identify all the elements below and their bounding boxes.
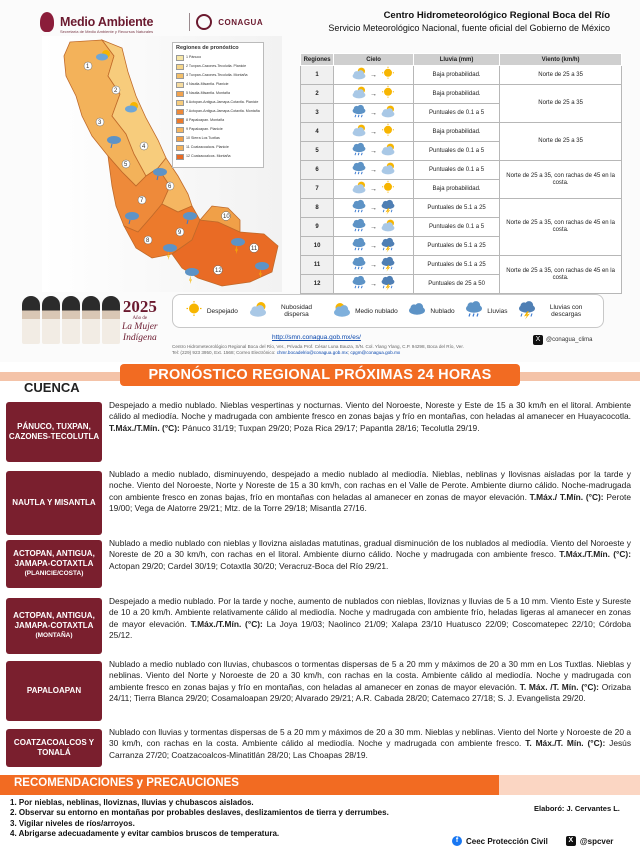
header-subtitle: Servicio Meteorológico Nacional, fuente oficial del Gobierno de México: [328, 23, 610, 33]
address-block: Centro Hidrometeorológico Regional Boca del Río, Ver., Privada Prof. César Luna Bauza, S/N. Col. Ylang Ylang, C.P. 94298, Boca del Río, Ver. Tel: (229) 923 3950, Ext. 1568; Correo Electrónico: chmr.bocadelrio@conagua.gob.mx; cpgm@conagua.gob.mx: [172, 344, 612, 356]
rain-cell: Baja probabilidad.: [413, 123, 499, 142]
legend-label: 4 Nautla-Misantla. Planicie: [186, 82, 229, 86]
region-forecast-text: [109, 469, 631, 514]
sky-legend-label: Lluvias: [487, 307, 508, 315]
region-number: 9: [301, 218, 334, 237]
svg-text:4: 4: [142, 144, 146, 150]
temps-label: T. Máx. /T. Mín. (°C):: [519, 681, 599, 692]
region-label-name: ACTOPAN, ANTIGUA, JAMAPA-COTAXTLA: [13, 611, 95, 630]
forecast-region-row: [6, 598, 634, 654]
region-forecast-text: [109, 659, 631, 704]
cloud-icon: [407, 300, 427, 322]
header-title: Centro Hidrometeorológico Regional Boca del Río: [383, 10, 610, 21]
year-line-1: La Mujer: [122, 322, 158, 332]
cloudy-sun-icon: [248, 300, 268, 322]
arrow-right-icon: →: [370, 90, 378, 98]
legend-swatch: [176, 82, 184, 88]
forecast-header-panel: [0, 0, 640, 362]
sky-legend-item: [332, 300, 398, 322]
storm-cloud-icon: [517, 300, 537, 322]
rain-cloud-icon: [351, 142, 367, 160]
map-legend-item: [176, 152, 260, 161]
map-legend-item: [176, 116, 260, 125]
contact-line: Tel: (229) 923 3950, Ext. 1568; Correo Electrónico:: [172, 350, 276, 355]
cloudy-sun-icon: [351, 180, 367, 198]
recommendation-item: 2. Observar su entorno en montañas por probables deslaves, deslizamientos de tierra y derrumbes.: [10, 808, 389, 818]
map-legend-item: [176, 89, 260, 98]
region-number: 2: [301, 85, 334, 104]
forecast-region-row: [6, 402, 634, 462]
region-label: [6, 729, 102, 767]
cuenca-heading: CUENCA: [24, 380, 80, 395]
year-line-2: Indígena: [122, 333, 157, 343]
svg-text:10: 10: [223, 214, 230, 220]
legend-label: 10 Sierra Los Tuxtlas: [186, 136, 220, 140]
col-header-lluvia: Lluvia (mm): [413, 54, 499, 66]
wind-cell: Norte de 25 a 35, con rachas de 45 en la costa.: [500, 256, 622, 294]
rain-cell: Puntuales de 0.1 a 5: [413, 218, 499, 237]
region-label-name: COATZACOALCOS Y TONALÁ: [13, 738, 95, 757]
semarnat-emblem-icon: [40, 12, 54, 32]
sky-cell: [334, 66, 414, 85]
legend-label: 3 Tuxpan-Cazones-Tecolutla. Montaña: [186, 73, 248, 77]
logo-conagua-text: CONAGUA: [218, 17, 264, 27]
legend-swatch: [176, 145, 184, 151]
region-forecast-text: [109, 400, 631, 434]
logo-medio-ambiente-text: Medio Ambiente: [60, 15, 154, 29]
legend-swatch: [176, 100, 184, 106]
forecast-table-row: [301, 161, 622, 180]
wind-cell: Norte de 25 a 35, con rachas de 45 en la costa.: [500, 199, 622, 256]
sky-cell: [334, 199, 414, 218]
legend-swatch: [176, 118, 184, 124]
rain-cell: Puntuales de 25 a 50: [413, 275, 499, 294]
region-label: [6, 540, 102, 588]
temps-label: T.Máx./T.Mín. (°C):: [109, 422, 180, 433]
legend-label: 9 Papaloapan. Planicie: [186, 127, 223, 131]
temps-label: T.Máx./T.Mín. (°C):: [559, 549, 632, 560]
wind-cell: Norte de 25 a 35: [500, 123, 622, 161]
forecast-table-row: [301, 85, 622, 104]
rain-cell: Puntuales de 0.1 a 5: [413, 104, 499, 123]
forecast-table-row: [301, 66, 622, 85]
forecast-table-row: [301, 256, 622, 275]
region-label-sub: (PLANICIE/COSTA): [24, 570, 84, 577]
region-label: [6, 661, 102, 721]
sky-cell: [334, 218, 414, 237]
temps-values: Actopan 29/20; Cardel 30/19; Cotaxtla 30/20; Veracruz-Boca del Río 29/21.: [109, 560, 389, 571]
svg-text:12: 12: [215, 268, 222, 274]
sky-cell: [334, 237, 414, 256]
sky-conditions-legend: [172, 294, 604, 328]
temps-values: Perote 19/00; Vega de Alatorre 29/21; Mtz. de la Torre 29/18; Misantla 27/16.: [109, 491, 631, 513]
storm-cloud-icon: [380, 199, 396, 217]
rain-cell: Puntuales de 5.1 a 25: [413, 237, 499, 256]
region-number: 5: [301, 142, 334, 161]
x-logo-icon: X: [533, 335, 543, 345]
region-label-name: PAPALOAPAN: [26, 686, 82, 695]
arrow-right-icon: →: [370, 261, 378, 269]
region-number: 8: [301, 199, 334, 218]
region-number: 11: [301, 256, 334, 275]
map-legend-item: [176, 143, 260, 152]
legend-swatch: [176, 73, 184, 79]
year-small: Año de: [132, 316, 148, 321]
map-legend-item: [176, 98, 260, 107]
year-number: 2025: [122, 297, 157, 316]
legend-swatch: [176, 64, 184, 70]
sky-cell: [334, 275, 414, 294]
svg-text:8: 8: [146, 238, 150, 244]
legend-label: 11 Coatzacoalcos. Planicie: [186, 145, 229, 149]
sun-icon: [184, 300, 204, 322]
region-forecast-text: [109, 596, 631, 641]
temps-label: T. Máx./T. Mín. (°C):: [525, 738, 606, 749]
sky-legend-label: Medio nublado: [355, 307, 398, 315]
recommendation-item: 3. Vigilar niveles de ríos/arroyos.: [10, 818, 135, 828]
legend-label: 8 Papaloapan. Montaña: [186, 118, 225, 122]
year-banner: [22, 296, 162, 346]
sky-cell: [334, 161, 414, 180]
rain-cloud-icon: [351, 161, 367, 179]
indigenous-women-illustration: [22, 296, 120, 344]
arrow-right-icon: →: [370, 185, 378, 193]
sky-cell: [334, 142, 414, 161]
wind-cell: Norte de 25 a 35: [500, 66, 622, 85]
rain-cloud-icon: [351, 275, 367, 293]
sun-icon: [380, 123, 396, 141]
svg-text:9: 9: [178, 230, 182, 236]
legend-label: 5 Nautla-Misantla. Montaña: [186, 91, 230, 95]
legend-swatch: [176, 136, 184, 142]
rain-cell: Puntuales de 5.1 a 25: [413, 199, 499, 218]
region-number: 12: [301, 275, 334, 294]
sun-icon: [380, 180, 396, 198]
arrow-right-icon: →: [370, 280, 378, 288]
region-forecast-body: Nublado a medio nublado, disminuyendo, despejado a medio nublado al mediodía. Nieblas, neblinas y llovisnas aisladas por la tarde y noche. Viento del Noroeste, Norte y Noreste de 15 a 30 km/h, con rachas en el Valle de Perote. Ambiente diurno cálido. Noche-madrugada con ambiente fresco en zonas bajas, frío en montañas con heladas al amanecer en zonas de mayor elevación.: [109, 469, 631, 502]
regional-forecast-table: [300, 53, 622, 294]
facebook-handle[interactable]: Ceec Protección Civil: [466, 836, 548, 846]
sky-cell: [334, 256, 414, 275]
rain-cloud-icon: [351, 237, 367, 255]
temps-values: Orizaba 24/11; Tierra Blanca 29/20; Cosamaloapan 29/20; Alvarado 29/21; A.R. Cabada 28/20; Catemaco 27/18; S. J. Evangelista 29/20.: [109, 681, 632, 703]
forecast-table-row: [301, 199, 622, 218]
sky-legend-item: [464, 300, 507, 322]
region-number: 6: [301, 161, 334, 180]
rain-cell: Puntuales de 0.1 a 5: [413, 161, 499, 180]
recommendation-item: 1. Por nieblas, neblinas, lloviznas, lluvias y chubascos aislados.: [10, 798, 254, 807]
storm-cloud-icon: [380, 237, 396, 255]
forecast-region-row: [6, 471, 634, 535]
sky-legend-label: Nublado: [430, 307, 455, 315]
map-legend: [172, 42, 264, 168]
sky-legend-item: [184, 300, 238, 322]
forecast-table-row: [301, 123, 622, 142]
arrow-right-icon: →: [370, 147, 378, 155]
map-legend-item: [176, 71, 260, 80]
region-forecast-text: [109, 727, 631, 761]
sky-cell: [334, 180, 414, 199]
rain-cell: Baja probabilidad.: [413, 66, 499, 85]
social-footer: [452, 836, 613, 846]
cloudy-sun-icon: [380, 104, 396, 122]
sky-legend-label: Despejado: [206, 307, 238, 315]
sky-cell: [334, 104, 414, 123]
region-forecast-body: Nublado a medio nublado con nieblas y llovizna aisladas matutinas, gradual disminución de los nublados al mediodía. Viento del Noroeste y Noreste de 20 a 30 km/h, con rachas en el litoral. Ambiente diurno cálido. Noche y madrugada con ambiente fresco.: [109, 538, 631, 560]
region-label: [6, 402, 102, 462]
region-forecast-body: Nublado con lluvias y tormentas dispersas de 5 a 20 mm y máximos de 20 a 30 mm. Nieblas y neblinas. Viento del Norte y Noroeste de 20 a 30 km/h, con rachas en la costa. Ambiente cálido al mediodía. Noche y madrugada con ambiente fresco.: [109, 727, 631, 749]
logo-medio-ambiente-subtext: Secretaría de Medio Ambiente y Recursos Naturales: [60, 29, 154, 34]
rain-cloud-icon: [351, 218, 367, 236]
email-link-2[interactable]: cpgm@conagua.gob.mx: [350, 350, 401, 355]
col-header-regiones: Regiones: [301, 54, 334, 66]
region-label-name: ACTOPAN, ANTIGUA, JAMAPA-COTAXTLA: [13, 549, 95, 568]
region-number: 3: [301, 104, 334, 123]
region-label-sub: (MONTAÑA): [35, 632, 73, 639]
rain-cell: Puntuales de 5.1 a 25: [413, 256, 499, 275]
forecast-region-row: [6, 540, 634, 588]
legend-swatch: [176, 154, 184, 160]
map-legend-item: [176, 107, 260, 116]
forecast-region-row: [6, 661, 634, 721]
region-number: 7: [301, 180, 334, 199]
rain-cloud-icon: [351, 104, 367, 122]
svg-text:11: 11: [251, 246, 258, 252]
arrow-right-icon: →: [370, 204, 378, 212]
region-number: 4: [301, 123, 334, 142]
region-label: [6, 471, 102, 535]
header-titles: [328, 10, 610, 33]
storm-cloud-icon: [380, 256, 396, 274]
logo-separator: [189, 13, 190, 31]
svg-text:6: 6: [168, 184, 172, 190]
x-logo-icon[interactable]: X: [566, 836, 576, 846]
logo-medio-ambiente: [40, 12, 263, 32]
sky-legend-label: Lluvias con descargas: [549, 304, 583, 318]
sky-legend-item: [407, 300, 454, 322]
sky-legend-item: [248, 300, 323, 322]
facebook-icon[interactable]: f: [452, 836, 462, 846]
legend-label: 7 Actopan-Antigua-Jamapa-Cotaxtla. Montaña: [186, 109, 260, 113]
region-number: 10: [301, 237, 334, 256]
legend-swatch: [176, 55, 184, 61]
sky-legend-item: [517, 300, 592, 322]
sun-icon: [380, 66, 396, 84]
region-number: 1: [301, 66, 334, 85]
forecast-region-row: [6, 729, 634, 767]
rain-cloud-icon: [351, 199, 367, 217]
col-header-viento: Viento (km/h): [500, 54, 622, 66]
map-legend-title: Regiones de pronóstico: [176, 45, 239, 51]
rain-cell: Baja probabilidad.: [413, 180, 499, 199]
forecast-banner: PRONÓSTICO REGIONAL PRÓXIMAS 24 HORAS: [120, 364, 520, 386]
map-legend-item: [176, 62, 260, 71]
x-handle[interactable]: @spcver: [579, 836, 614, 846]
recommendation-item: 4. Abrigarse adecuadamente y evitar cambios bruscos de temperatura.: [10, 829, 280, 839]
legend-swatch: [176, 127, 184, 133]
arrow-right-icon: →: [370, 166, 378, 174]
conagua-x-handle-text: @conagua_clima: [546, 337, 593, 343]
region-forecast-text: [109, 538, 631, 572]
recommendations-list: [10, 798, 389, 840]
map-legend-item: [176, 80, 260, 89]
rain-cloud-icon: [464, 300, 484, 322]
wind-cell: Norte de 25 a 35, con rachas de 45 en la costa.: [500, 161, 622, 199]
sky-cell: [334, 123, 414, 142]
cloudy-sun-icon: [351, 85, 367, 103]
temps-label: T.Máx./T.Mín. (°C):: [190, 618, 263, 629]
legend-label: 2 Tuxpan-Cazones-Tecolutla. Planicie: [186, 64, 247, 68]
arrow-right-icon: →: [370, 109, 378, 117]
cloudy-sun-icon: [380, 218, 396, 236]
map-legend-item: [176, 125, 260, 134]
arrow-right-icon: →: [370, 128, 378, 136]
address-line: Centro Hidrometeorológico Regional Boca del Río, Ver., Privada Prof. César Luna Bauza, S/N. Col. Ylang Ylang, C.P. 94298, Boca del Río, Ver.: [172, 344, 464, 349]
svg-text:7: 7: [140, 198, 144, 204]
svg-text:1: 1: [86, 64, 90, 70]
email-link-1[interactable]: chmr.bocadelrio@conagua.gob.mx: [276, 350, 348, 355]
wind-cell: Norte de 25 a 35: [500, 85, 622, 123]
storm-cloud-icon: [380, 275, 396, 293]
map-legend-item: [176, 134, 260, 143]
elaborated-by: Elaboró: J. Cervantes L.: [534, 804, 620, 813]
sun-icon: [380, 85, 396, 103]
svg-text:2: 2: [114, 88, 118, 94]
conagua-emblem-icon: [196, 14, 212, 30]
temps-values: La Joya 19/03; Naolinco 21/09; Xalapa 23/10 Huatusco 22/09; Coscomatepec 22/10; Córdoba 25/12.: [109, 618, 632, 640]
rain-cell: Puntuales de 0.1 a 5: [413, 142, 499, 161]
temps-values: Jesús Carranza 27/20; Coatzacoalcos-Minatitlán 28/20; Las Choapas 28/19.: [109, 738, 632, 760]
region-forecast-body: Nublado a medio nublado con lluvias, chubascos o tormentas dispersas de 5 a 20 mm y máximos de 20 a 30 mm en Los Tuxtlas. Nieblas y neblinas. Viento del Norte y Noroeste de 20 a 30 km/h, con rachas en la costa. Ambiente cálido al mediodía. Noche y madrugada con ambiente fresco en zonas bajas y frío en montañas, con heladas al amanecer en zonas de mayor elevación.: [109, 659, 631, 692]
svg-text:5: 5: [124, 162, 128, 168]
arrow-right-icon: →: [370, 71, 378, 79]
legend-label: 1 Pánuco: [186, 55, 202, 59]
half-cloud-icon: [332, 300, 352, 322]
arrow-right-icon: →: [370, 242, 378, 250]
sky-cell: [334, 85, 414, 104]
region-label: [6, 598, 102, 654]
sky-legend-label: Nubosidad dispersa: [280, 304, 313, 318]
legend-label: 12 Coatzacoalcos. Montaña: [186, 154, 231, 158]
legend-swatch: [176, 109, 184, 115]
map-legend-item: [176, 53, 260, 62]
legend-label: 6 Actopan-Antigua-Jamapa-Cotaxtla. Planicie: [186, 100, 259, 104]
arrow-right-icon: →: [370, 223, 378, 231]
cloudy-sun-icon: [380, 161, 396, 179]
temps-values: Pánuco 31/19; Tuxpan 29/20; Poza Rica 29/17; Papantla 28/16; Tecolutla 29/19.: [182, 422, 480, 433]
col-header-cielo: Cielo: [334, 54, 414, 66]
region-label-name: NAUTLA Y MISANTLA: [12, 498, 96, 507]
svg-text:3: 3: [98, 120, 102, 126]
legend-swatch: [176, 91, 184, 97]
cloudy-sun-icon: [380, 142, 396, 160]
rain-cell: Baja probabilidad.: [413, 85, 499, 104]
region-forecast-body: Despejado a medio nublado. Nieblas vespertinas y nocturnas. Viento del Noroeste, Noreste y Este de 15 a 30 km/h en el litoral. Ambiente cálido al mediodía. Noche y madrugada con ambiente fresco en zonas bajas y frío en montañas, con heladas al amanecer en Huayacocotla.: [109, 400, 631, 422]
cloudy-sun-icon: [351, 66, 367, 84]
region-label-name: PÁNUCO, TUXPAN, CAZONES-TECOLUTLA: [8, 422, 100, 441]
temps-label: T.Máx./ T.Mín. (°C):: [529, 491, 604, 502]
cloudy-sun-icon: [351, 123, 367, 141]
recommendations-title: RECOMENDACIONES y PRECAUCIONES: [14, 777, 239, 789]
region-forecast-body: Despejado a medio nublado. Por la tarde y noche, aumento de nublados con nieblas, lloviznas y lluvias de 5 a 10 mm. Viento Este y Sureste de 10 a 20 km/h. Ambiente relativamente cálido al mediodía. Noche y madrugada con ambiente frío, heladas ligeras al amanecer en zonas de mayor elevación.: [109, 596, 631, 629]
smn-link[interactable]: http://smn.conagua.gob.mx/es/: [272, 334, 361, 341]
rain-cloud-icon: [351, 256, 367, 274]
